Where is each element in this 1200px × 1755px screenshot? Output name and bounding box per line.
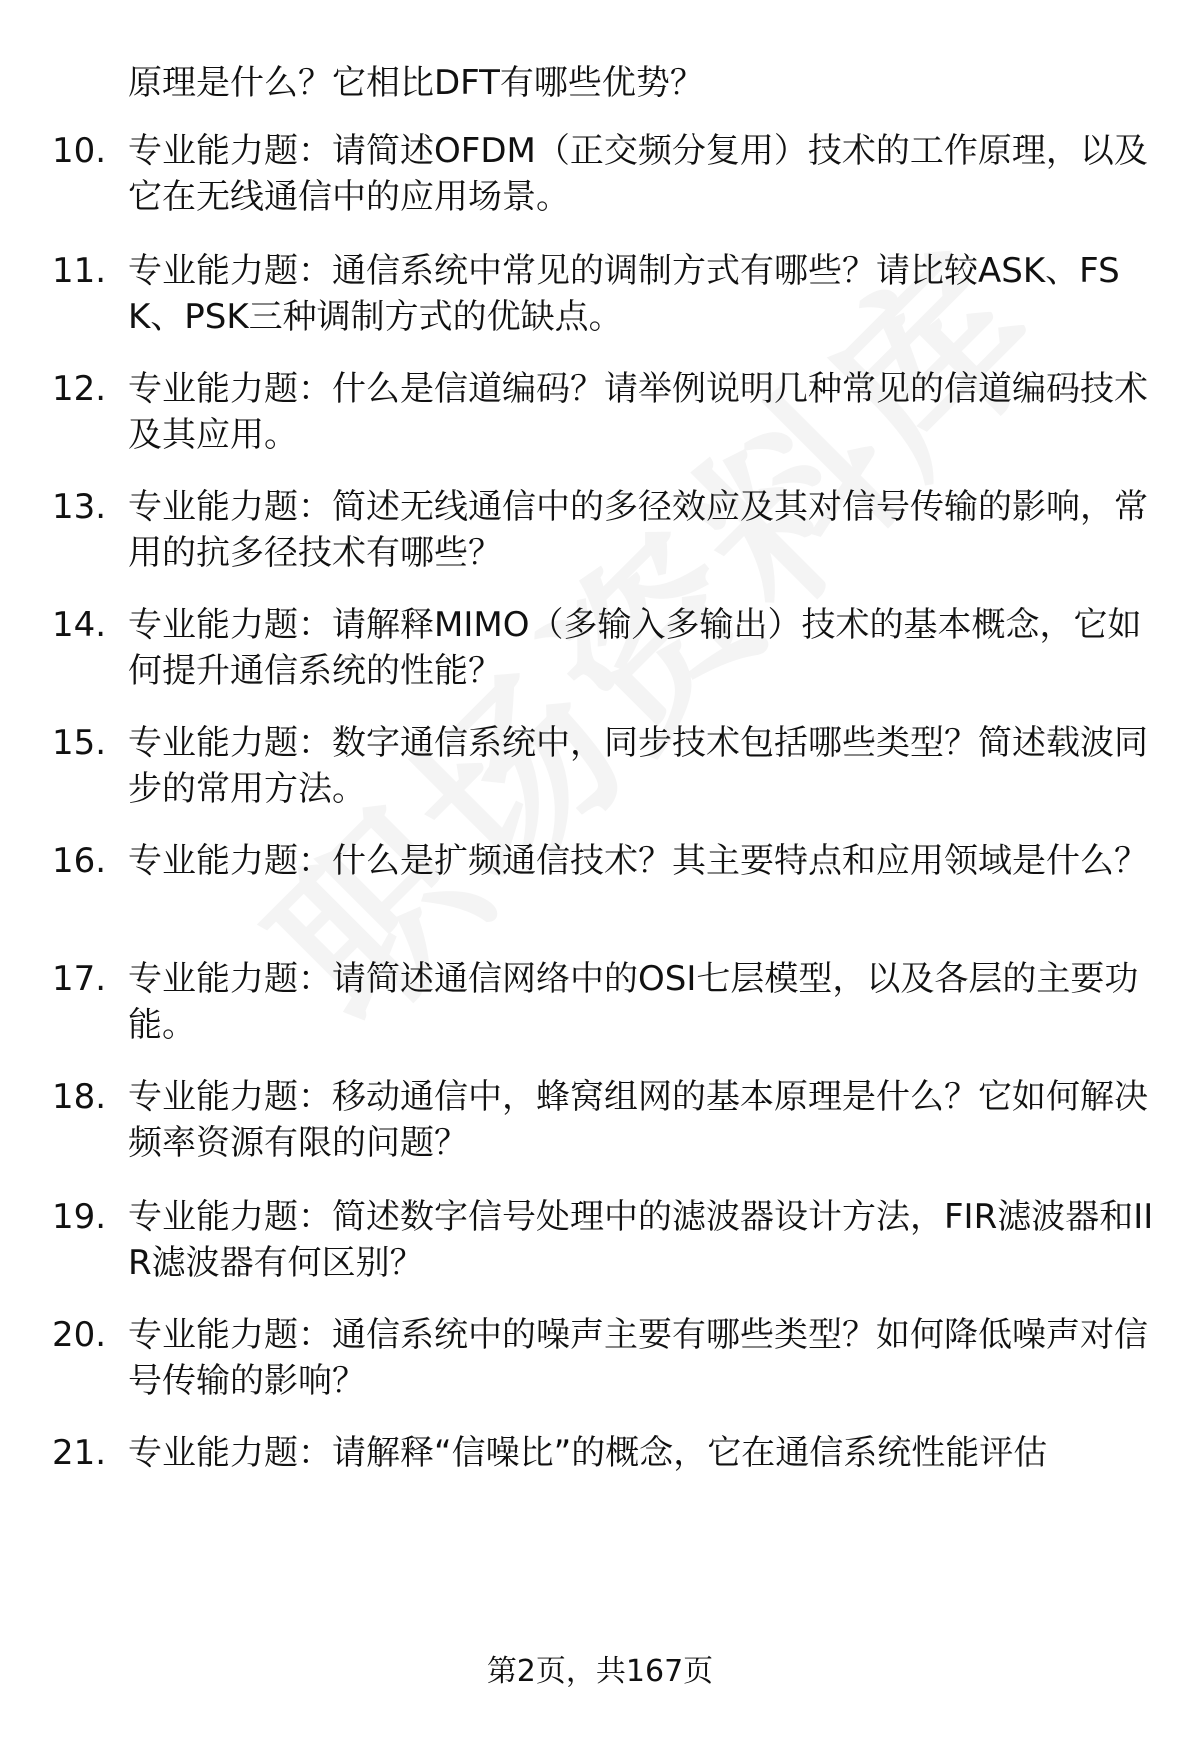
question-number: 21. bbox=[52, 1433, 107, 1473]
question-text: 专业能力题：请解释MIMO（多输入多输出）技术的基本概念，它如何提升通信系统的性能？ bbox=[128, 605, 1142, 691]
question-number: 19. bbox=[52, 1197, 107, 1237]
question-number: 10. bbox=[52, 131, 107, 171]
question-number: 16. bbox=[52, 841, 107, 881]
question-text: 专业能力题：简述数字信号处理中的滤波器设计方法，FIR滤波器和IIR滤波器有何区别？ bbox=[128, 1197, 1154, 1283]
question-text: 专业能力题：请解释“信噪比”的概念，它在通信系统性能评估 bbox=[128, 1433, 1048, 1473]
question-number: 15. bbox=[52, 723, 107, 763]
page-footer: 第2页，共167页 bbox=[486, 1654, 714, 1689]
question-number: 11. bbox=[52, 251, 107, 291]
question-number: 13. bbox=[52, 487, 107, 527]
question-text: 专业能力题：通信系统中的噪声主要有哪些类型？如何降低噪声对信号传输的影响？ bbox=[128, 1315, 1148, 1401]
question-number: 14. bbox=[52, 605, 107, 645]
question-text: 专业能力题：请简述通信网络中的OSI七层模型，以及各层的主要功能。 bbox=[128, 959, 1139, 1045]
question-text: 专业能力题：什么是信道编码？请举例说明几种常见的信道编码技术及其应用。 bbox=[128, 369, 1148, 455]
question-number: 12. bbox=[52, 369, 107, 409]
question-text: 专业能力题：简述无线通信中的多径效应及其对信号传输的影响，常用的抗多径技术有哪些？ bbox=[128, 487, 1148, 573]
continued-question-text: 原理是什么？它相比DFT有哪些优势？ bbox=[128, 63, 704, 103]
question-text: 专业能力题：数字通信系统中，同步技术包括哪些类型？简述载波同步的常用方法。 bbox=[128, 723, 1148, 809]
question-number: 20. bbox=[52, 1315, 107, 1355]
question-number: 18. bbox=[52, 1077, 107, 1117]
question-text: 专业能力题：什么是扩频通信技术？其主要特点和应用领域是什么？ bbox=[128, 841, 1148, 881]
question-text: 专业能力题：请简述OFDM（正交频分复用）技术的工作原理，以及它在无线通信中的应用场景。 bbox=[128, 131, 1148, 217]
question-number: 17. bbox=[52, 959, 107, 999]
question-text: 专业能力题：移动通信中，蜂窝组网的基本原理是什么？它如何解决频率资源有限的问题？ bbox=[128, 1077, 1148, 1163]
question-text: 专业能力题：通信系统中常见的调制方式有哪些？请比较ASK、FSK、PSK三种调制方式的优缺点。 bbox=[128, 251, 1120, 337]
